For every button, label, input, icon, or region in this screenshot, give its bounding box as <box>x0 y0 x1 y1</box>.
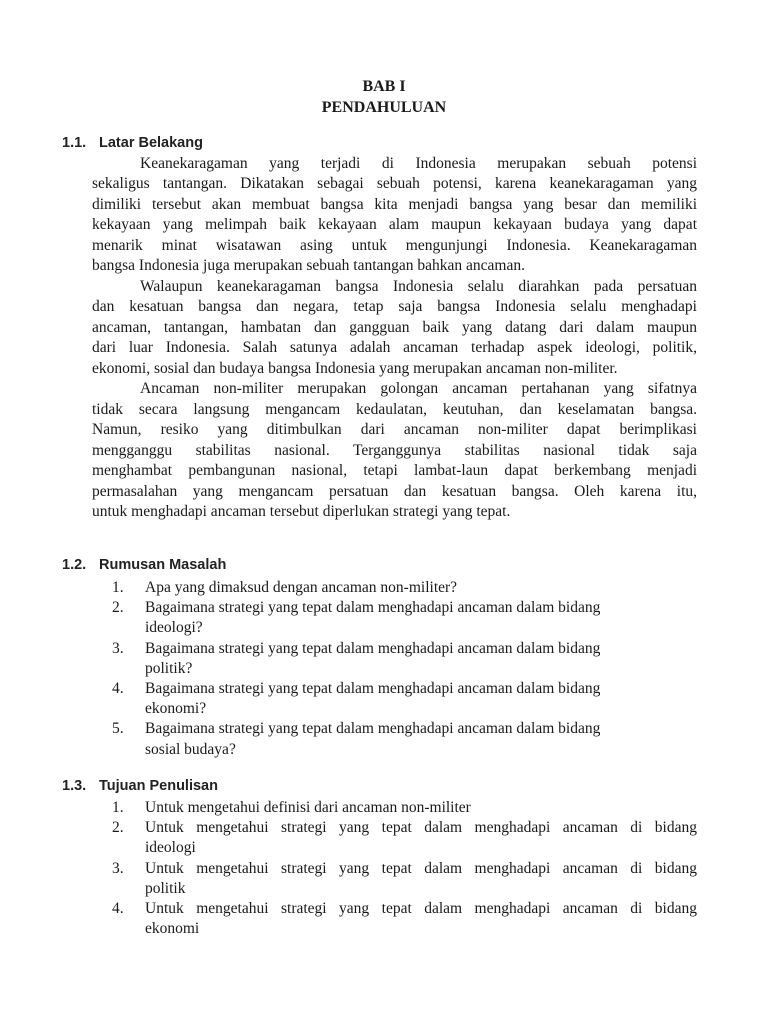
chapter-label: BAB I <box>362 78 406 95</box>
paragraph-line: mengganggu stabilitas nasional. Terganggunya stabilitas nasional tidak saja <box>92 441 697 459</box>
list-item-text: Bagaimana strategi yang tepat dalam menghadapi ancaman dalam bidang <box>145 680 601 698</box>
list-item-text: ideologi <box>145 839 196 857</box>
list-item <box>112 578 697 598</box>
list-item <box>112 818 697 858</box>
paragraph-line: tidak secara langsung mengancam kedaulatan, keutuhan, dan keselamatan bangsa. <box>92 400 697 418</box>
list-item-text: Untuk mengetahui strategi yang tepat dalam menghadapi ancaman di bidang <box>145 819 697 837</box>
paragraph-line: Ancaman non-militer merupakan golongan ancaman pertahanan yang sifatnya <box>140 380 697 398</box>
rumusan-masalah-list <box>112 578 697 760</box>
paragraph-line: sekaligus tantangan. Dikatakan sebagai sebuah potensi, karena keanekaragaman yang <box>92 175 697 193</box>
list-number: 1. <box>112 579 124 596</box>
list-number: 2. <box>112 599 124 617</box>
paragraph <box>92 277 697 379</box>
section-heading-rumusan-masalah <box>62 557 226 573</box>
paragraph-line: Namun, resiko yang ditimbulkan dari ancaman non-militer dapat berimplikasi <box>92 421 697 439</box>
paragraph-line: dan kesatuan bangsa dan negara, tetap saja bangsa Indonesia selalu menghadapi <box>92 298 697 316</box>
list-item <box>112 798 697 818</box>
list-item-text: Bagaimana strategi yang tepat dalam menghadapi ancaman dalam bidang <box>145 720 601 738</box>
list-item-text: Untuk mengetahui strategi yang tepat dalam menghadapi ancaman di bidang <box>145 900 697 918</box>
list-item-text: ekonomi <box>145 920 200 938</box>
list-number: 5. <box>112 720 124 738</box>
section-number: 1.1. <box>62 135 87 151</box>
list-item-text: ideologi? <box>145 619 203 637</box>
list-item-text: Apa yang dimaksud dengan ancaman non-militer? <box>145 579 458 596</box>
section-title: Tujuan Penulisan <box>99 778 218 794</box>
paragraph-line: untuk menghadapi ancaman tersebut diperlukan strategi yang tepat. <box>92 502 511 520</box>
latar-belakang-body <box>92 154 697 522</box>
paragraph-line: kekayaan yang melimpah baik kekayaan alam maupun kekayaan budaya yang dapat <box>92 216 697 234</box>
list-item <box>112 719 697 759</box>
paragraph-line: bangsa Indonesia juga merupakan sebuah tantangan bahkan ancaman. <box>92 257 525 275</box>
list-item-text: Untuk mengetahui definisi dari ancaman non-militer <box>145 799 471 816</box>
tujuan-penulisan-list <box>112 798 697 939</box>
paragraph-line: Walaupun keanekaragaman bangsa Indonesia selalu diarahkan pada persatuan <box>140 277 697 295</box>
paragraph <box>92 154 697 277</box>
list-number: 1. <box>112 799 124 816</box>
section-number: 1.2. <box>62 557 87 573</box>
paragraph-line: menarik minat wisatawan asing untuk mengunjungi Indonesia. Keanekaragaman <box>92 236 697 254</box>
paragraph-line: Keanekaragaman yang terjadi di Indonesia merupakan sebuah potensi <box>140 155 697 172</box>
paragraph-line: dimiliki tersebut akan membuat bangsa kita menjadi bangsa yang besar dan memiliki <box>92 195 697 213</box>
paragraph-line: permasalahan yang mengancam persatuan dan kesatuan bangsa. Oleh karena itu, <box>92 482 697 500</box>
list-item-text: politik? <box>145 659 193 677</box>
list-number: 4. <box>112 680 124 698</box>
chapter-title: PENDAHULUAN <box>321 99 447 116</box>
section-title: Latar Belakang <box>99 135 203 151</box>
list-number: 3. <box>112 859 124 877</box>
section-heading-tujuan-penulisan <box>62 778 218 794</box>
paragraph <box>92 379 697 522</box>
paragraph-line: ancaman, tantangan, hambatan dan gangguan baik yang datang dari dalam maupun <box>92 318 697 336</box>
list-item-text: ekonomi? <box>145 700 207 718</box>
list-number: 2. <box>112 819 124 837</box>
section-heading-latar-belakang <box>62 135 203 151</box>
paragraph-line: dari luar Indonesia. Salah satunya adalah ancaman terhadap aspek ideologi, politik, <box>92 339 697 357</box>
list-number: 4. <box>112 900 124 918</box>
section-title: Rumusan Masalah <box>99 557 227 573</box>
list-item <box>112 679 697 719</box>
list-item-text: sosial budaya? <box>145 740 236 758</box>
list-item-text: Bagaimana strategi yang tepat dalam menghadapi ancaman dalam bidang <box>145 639 601 657</box>
section-number: 1.3. <box>62 778 87 794</box>
list-item <box>112 639 697 679</box>
list-item-text: Untuk mengetahui strategi yang tepat dalam menghadapi ancaman di bidang <box>145 859 697 877</box>
list-item <box>112 859 697 899</box>
list-item <box>112 899 697 939</box>
list-item <box>112 598 697 638</box>
list-item-text: politik <box>145 879 186 897</box>
paragraph-line: ekonomi, sosial dan budaya bangsa Indonesia yang merupakan ancaman non-militer. <box>92 359 618 377</box>
list-item-text: Bagaimana strategi yang tepat dalam menghadapi ancaman dalam bidang <box>145 599 601 617</box>
paragraph-line: menghambat pembangunan nasional, tetapi lambat-laun dapat berkembang menjadi <box>92 462 697 480</box>
list-number: 3. <box>112 639 124 657</box>
